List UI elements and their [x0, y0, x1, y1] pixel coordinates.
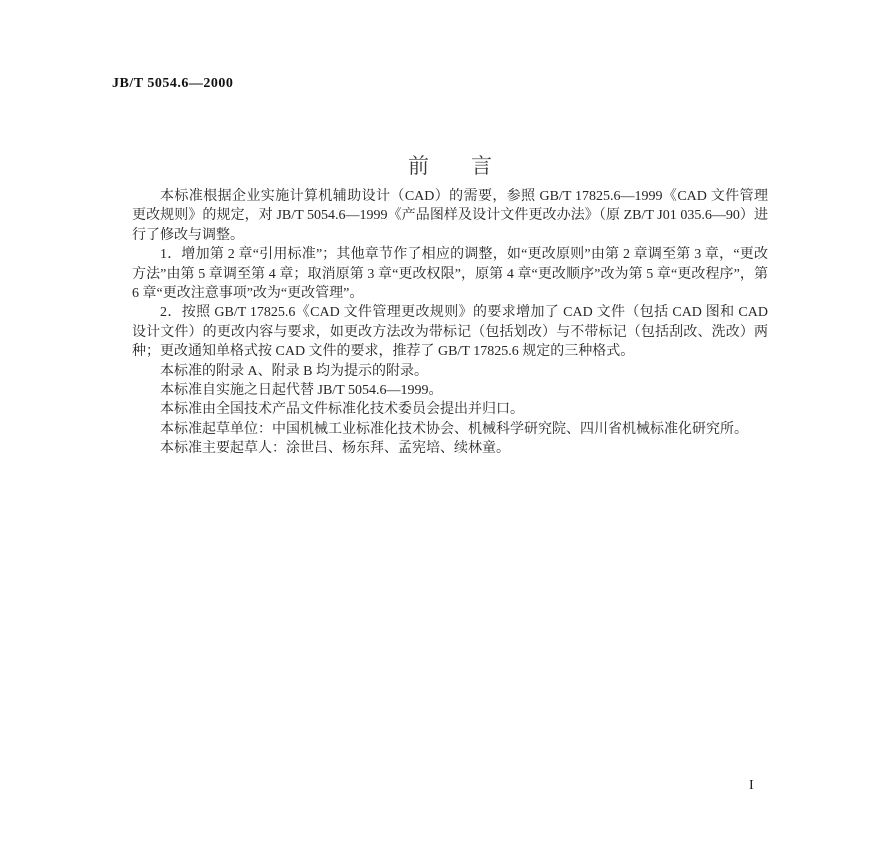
paragraph-change-1: 1．增加第 2 章“引用标准”；其他章节作了相应的调整，如“更改原则”由第 2 章调至第 3 章，“更改方法”由第 5 章调至第 4 章；取消原第 3 章“更改权限”，原第 4 章“更改顺序”改为第 5 章“更改程序”，第 6 章“更改注意事项”改为“更改管理”。	[132, 247, 768, 302]
standard-code: JB/T 5054.6—2000	[112, 76, 234, 91]
page-number: I	[749, 778, 754, 793]
page-title: 前 言	[408, 154, 492, 178]
foreword-body	[132, 187, 768, 459]
paragraph-appendix-note: 本标准的附录 A、附录 B 均为提示的附录。	[160, 363, 428, 379]
paragraph-committee-note: 本标准由全国技术产品文件标准化技术委员会提出并归口。	[160, 402, 524, 418]
paragraph-intro: 本标准根据企业实施计算机辅助设计（CAD）的需要，参照 GB/T 17825.6—1999《CAD 文件管理更改规则》的规定，对 JB/T 5054.6—1999《产品图样及设计文件更改办法》（原 ZB/T J01 035.6—90）进行了修改与调整。	[132, 189, 768, 243]
paragraph-change-2: 2．按照 GB/T 17825.6《CAD 文件管理更改规则》的要求增加了 CAD 文件（包括 CAD 图和 CAD 设计文件）的更改内容与要求，如更改方法改为带标记（包括划改）与不带标记（包括刮改、洗改）两种；更改通知单格式按 CAD 文件的要求，推荐了 GB/T 17825.6 规定的三种格式。	[132, 305, 768, 360]
paragraph-drafters: 本标准主要起草人：涂世吕、杨东拜、孟宪培、续林童。	[160, 441, 510, 457]
paragraph-replacement-note: 本标准自实施之日起代替 JB/T 5054.6—1999。	[160, 383, 443, 399]
paragraph-drafting-organizations: 本标准起草单位：中国机械工业标准化技术协会、机械科学研究院、四川省机械标准化研究所。	[160, 421, 748, 437]
